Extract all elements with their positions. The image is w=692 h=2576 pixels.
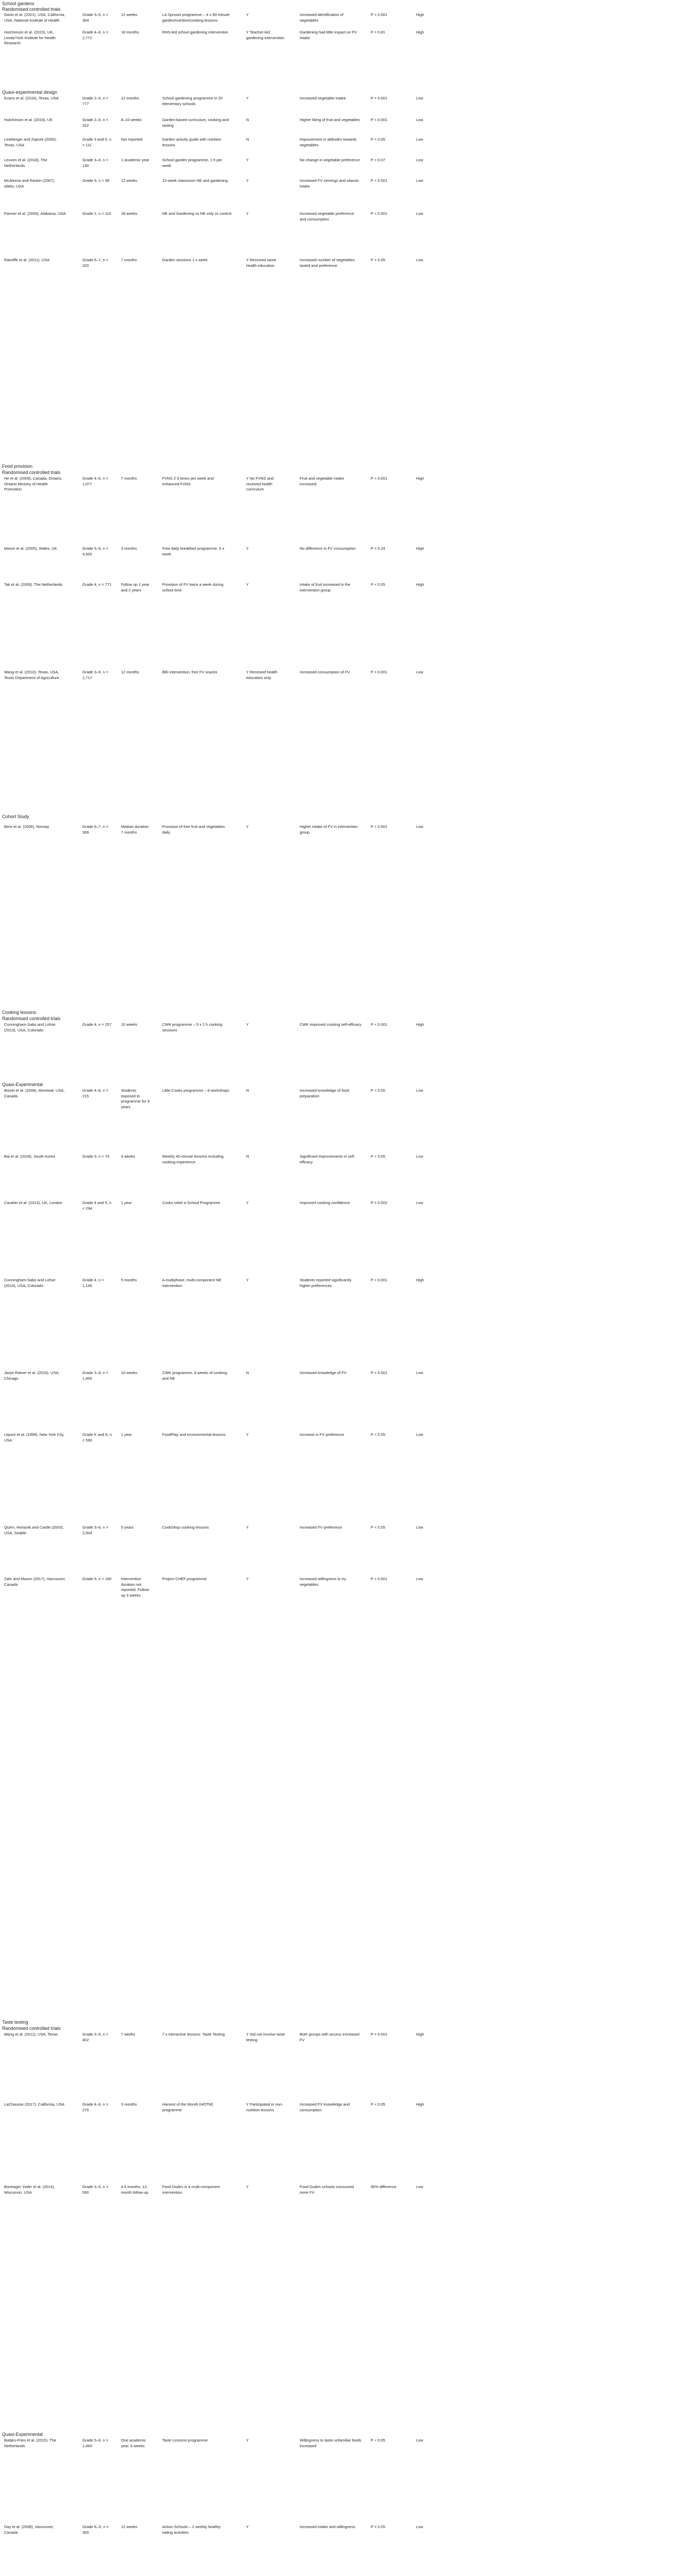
quality-cell: Low (416, 178, 423, 183)
quality-cell: High (416, 1022, 424, 1027)
results-cell: P = 0.001 (371, 2032, 388, 2037)
design-cell: Grade K–5, n = 300 (82, 2524, 110, 2535)
intervention-cell: 7 x interactive lessons: Taste Testing (162, 2032, 225, 2037)
study-cell: Battjes-Fries et al. (2015), The Netherlands (4, 2438, 58, 2448)
intervention-cell: School garden programme, 1 h per week (162, 158, 223, 168)
intervention-cell: Provision of free fruit and vegetables daily (162, 824, 226, 835)
control-cell: Y (246, 1577, 249, 1581)
design-cell: Grade 3–5, n = 402 (82, 2032, 110, 2042)
control-cell: Y Teacher-led gardening intervention (246, 30, 285, 40)
quality-cell: Low (416, 1577, 423, 1581)
control-cell: Y Received same health education (246, 258, 278, 268)
study-cell: Day et al. (2008), Vancouver, Canada (4, 2524, 55, 2535)
results-cell: P < 0.001 (371, 1278, 388, 1282)
quality-cell: Low (416, 2524, 423, 2529)
design-cell: Grade 4, n = 1,145 (82, 1278, 105, 1288)
outcomes-cell: Fruit and vegetable intake increased (300, 476, 345, 486)
results-cell: P < 0.001 (371, 12, 388, 17)
duration-cell: 12 weeks (121, 12, 137, 17)
outcomes-cell: Increase in FV preference (300, 1432, 344, 1437)
quality-cell: Low (416, 1200, 423, 1205)
intervention-cell: Little Cooks programme – 8 workshops (162, 1088, 230, 1093)
design-cell: Grade 6, n = 180 (82, 1577, 112, 1581)
control-cell: Y (246, 1278, 249, 1282)
study-cell: Quinn, Horacek and Castle (2003), USA, Seattle (4, 1525, 65, 1535)
design-cell: Grade 4–6, n = 2,772 (82, 30, 110, 40)
control-cell: Y (246, 2524, 249, 2529)
study-cell: McAleese and Rankin (2007), Idaho, USA (4, 178, 56, 189)
quality-cell: High (416, 2032, 424, 2037)
outcomes-cell: CWK improved cooking self-efficacy (300, 1022, 361, 1027)
study-cell: Jarpe-Ratner et al. (2016), USA, Chicago (4, 1370, 61, 1381)
study-cell: Lineberger and Zajicek (2000), Texas, USA (4, 137, 58, 147)
results-cell: P < 0.001 (371, 117, 388, 122)
quality-cell: Low (416, 117, 423, 122)
results-cell: P < 0.001 (371, 476, 388, 481)
outcomes-cell: Both groups with access increased FV (300, 2032, 360, 2042)
quality-cell: Low (416, 96, 423, 100)
section-subheading: Randomised controlled trials (2, 470, 61, 475)
duration-cell: Median duration 7 months (121, 824, 150, 835)
section-heading: Taste testing (2, 2020, 28, 2025)
intervention-cell: School gardening programme in 20 elementary schools (162, 96, 224, 106)
control-cell: Y (246, 96, 249, 100)
control-cell: Y (246, 211, 249, 216)
design-cell: Grade 4–6, n = 215 (82, 1088, 110, 1098)
section-subheading: Quasi-Experimental (2, 1082, 43, 1087)
quality-cell: Low (416, 1370, 423, 1375)
outcomes-cell: No change in vegetable preference (300, 158, 360, 162)
design-cell: Grade 5–6, n = 4,500 (82, 546, 110, 556)
study-cell: Cunningham-Sabo and Lohse (2014), USA, Colorado (4, 1278, 57, 1288)
control-cell: Y (246, 12, 249, 17)
duration-cell: 18 months (121, 30, 140, 35)
intervention-cell: Free daily breakfast programme, 5 x week (162, 546, 226, 556)
section-subheading: Quasi-Experimental (2, 2432, 43, 2437)
quality-cell: Low (416, 670, 423, 674)
duration-cell: 5 years (121, 1525, 134, 1530)
study-cell: Davis et al. (2021), USA, California, USA, National Institute of Health (4, 12, 66, 23)
design-cell: Grade 4 and 5, n = 294 (82, 1200, 113, 1211)
duration-cell: 4.5 months, 12-month follow-up (121, 2184, 148, 2195)
results-cell: P < 0.001 (371, 1370, 388, 1375)
quality-cell: Low (416, 211, 423, 216)
duration-cell: 12 months (121, 96, 140, 100)
intervention-cell: CWK programme, 8 weeks of cooking and NE (162, 1370, 228, 1381)
outcomes-cell: Willingness to taste unfamiliar foods increased (300, 2438, 362, 2448)
design-cell: Grade 4, n = 771 (82, 582, 112, 587)
results-cell: P = 0.07 (371, 158, 386, 162)
intervention-cell: A multiphase, multi-component NE intervention (162, 1278, 223, 1288)
study-cell: Zahr and Mason (2017), Vancouver, Canada (4, 1577, 67, 1587)
results-cell: P < 0.05 (371, 2438, 386, 2443)
section-heading: School gardens (2, 1, 34, 6)
quality-cell: High (416, 582, 424, 587)
design-cell: Grade K and 6, n = 590 (82, 1432, 113, 1443)
results-cell: P = 0.002 (371, 1200, 388, 1205)
quality-cell: Low (416, 258, 423, 262)
quality-cell: High (416, 1278, 424, 1282)
results-cell: P < 0.05 (371, 582, 386, 587)
control-cell: Y (246, 2438, 249, 2443)
duration-cell: Not reported (121, 137, 143, 142)
section-subheading: Randomised controlled trials (2, 7, 61, 12)
intervention-cell: CookShop cooking lessons (162, 1525, 209, 1530)
quality-cell: Low (416, 1432, 423, 1437)
design-cell: Grade 2–5, n = 777 (82, 96, 110, 106)
outcomes-cell: Increased vegetable intake (300, 96, 346, 100)
outcomes-cell: Increased willingness to try vegetables (300, 1577, 348, 1587)
intervention-cell: Food Dudes is a multi-component intervention (162, 2184, 221, 2195)
study-cell: Tak et al. (2009), The Netherlands (4, 582, 63, 587)
outcomes-cell: Improvement in attitudes towards vegetables (300, 137, 358, 147)
study-cell: Evans et al. (2016), Texas, USA (4, 96, 59, 100)
control-cell: Y (246, 158, 249, 162)
duration-cell: 12 months (121, 670, 140, 674)
quality-cell: Low (416, 2184, 423, 2189)
design-cell: Grade 3–5, n = 1,717 (82, 670, 110, 680)
duration-cell: 3 months (121, 546, 137, 551)
duration-cell: 7 months (121, 258, 137, 262)
control-cell: N (246, 137, 249, 142)
control-cell: Y (246, 546, 249, 551)
results-cell: P = 0.05 (371, 2524, 386, 2529)
intervention-cell: Provision of FV twice a week during school time (162, 582, 224, 592)
intervention-cell: RHS-led school gardening intervention (162, 30, 229, 35)
control-cell: Y (246, 178, 249, 183)
quality-cell: High (416, 546, 424, 551)
intervention-cell: Harvest of the Month (HOTM) programme (162, 2102, 214, 2112)
duration-cell: 10 weeks (121, 1370, 137, 1375)
quality-cell: High (416, 476, 424, 481)
study-cell: He et al. (2009), Canada, Ontario, Ontario Ministry of Health Promotion (4, 476, 64, 492)
results-cell: P = 0.001 (371, 670, 388, 674)
outcomes-cell: Increased FV knowledge and consumption (300, 2102, 351, 2112)
intervention-cell: LA Sprouts programme – 4 x 90-minute garden/nutrition/cooking lessons (162, 12, 231, 23)
design-cell: Grade 3, n = 74 (82, 1154, 110, 1159)
outcomes-cell: Increased knowledge of food preparation (300, 1088, 350, 1098)
study-cell: Leuven et al. (2018), The Netherlands (4, 158, 48, 168)
intervention-cell: 12-week classroom NE and gardening (162, 178, 228, 183)
intervention-cell: Project CHEF programme (162, 1577, 207, 1581)
control-cell: N (246, 1088, 249, 1093)
outcomes-cell: Higher liking of fruit and vegetables (300, 117, 360, 122)
results-cell: P < 0.001 (371, 211, 388, 216)
duration-cell: 7 months (121, 476, 137, 481)
quality-cell: High (416, 2102, 424, 2107)
study-cell: Hutchinson et al. (2015), UK, Leeds/York Institute for Health Research (4, 30, 57, 45)
duration-cell: 3 months (121, 2102, 137, 2107)
section-heading: Food provision (2, 464, 33, 469)
duration-cell: 8–10 weeks (121, 117, 142, 122)
duration-cell: 7 weeks (121, 2032, 135, 2037)
control-cell: Y (246, 824, 249, 829)
quality-cell: Low (416, 824, 423, 829)
results-cell: P < 0.05 (371, 1088, 386, 1093)
quality-cell: High (416, 12, 424, 17)
outcomes-cell: Food Dudes schools consumed more FV (300, 2184, 355, 2195)
study-cell: Cunningham-Sabo and Lohse (2013), USA, Colorado (4, 1022, 57, 1032)
intervention-cell: Garden activity guide with nutrition lessons (162, 137, 222, 147)
duration-cell: 12 weeks (121, 2524, 137, 2529)
intervention-cell: BBI intervention, free FV snacks (162, 670, 218, 674)
design-cell: Grade 3–8, n = 1,400 (82, 1370, 110, 1381)
outcomes-cell: Increased FV preference (300, 1525, 342, 1530)
design-cell: Grade 3–6, n = 2,004 (82, 1525, 110, 1535)
design-cell: Grade 3–6, n = 130 (82, 158, 110, 168)
design-cell: Grade 4–6, n = 1,077 (82, 476, 110, 486)
study-cell: LaChausse (2017), California, USA (4, 2102, 65, 2107)
control-cell: N (246, 1154, 249, 1159)
design-cell: Grade 4–6, n = 275 (82, 2102, 110, 2112)
intervention-cell: NE and Gardening vs NE only vs control (162, 211, 232, 216)
control-cell: Y (246, 1525, 249, 1530)
control-cell: Y Participated in non-nutrition lessons (246, 2102, 283, 2112)
results-cell: P < 0.05 (371, 258, 386, 262)
intervention-cell: FVNS 2-3 times per week and enhanced FVNS (162, 476, 215, 486)
design-cell: Grade 6–7, n = 369 (82, 824, 110, 835)
intervention-cell: Garden sessions 1 x week (162, 258, 207, 262)
outcomes-cell: No difference in FV consumption (300, 546, 356, 551)
intervention-cell: FoodPlay and environmental lessons (162, 1432, 226, 1437)
results-cell: P = 0.81 (371, 30, 386, 35)
design-cell: Grade 5–6, n = 1,460 (82, 2438, 110, 2448)
duration-cell: Intervention duration not reported, Follow-up 3 weeks (121, 1577, 150, 1598)
outcomes-cell: Increased intake and willingness (300, 2524, 355, 2529)
design-cell: Grade 6–7, n = 320 (82, 258, 110, 268)
quality-cell: High (416, 30, 424, 35)
outcomes-cell: Increased vegetable preference and consumption (300, 211, 355, 222)
outcomes-cell: Increased number of vegetables tasted and preference (300, 258, 356, 268)
outcomes-cell: Intake of fruit increased in the intervention group (300, 582, 352, 592)
control-cell: Y Did not receive taste testing (246, 2032, 286, 2042)
control-cell: N (246, 1370, 249, 1375)
outcomes-cell: Students reported significantly higher preferences (300, 1278, 353, 1288)
control-cell: Y Received health education only (246, 670, 279, 680)
study-cell: Wang et al. (2011), USA, Texas (4, 2032, 58, 2037)
results-cell: P < 0.05 (371, 1154, 386, 1159)
design-cell: Grade 3–5, n = 590 (82, 2184, 110, 2195)
control-cell: N (246, 117, 249, 122)
results-cell: P < 0.001 (371, 824, 388, 829)
intervention-cell: CWK programme – 5 x 2 h cooking sessions (162, 1022, 223, 1032)
quality-cell: Low (416, 1154, 423, 1159)
study-cell: Hutchinson et al. (2016), UK (4, 117, 53, 122)
outcomes-cell: Significant improvements in self-efficacy (300, 1154, 355, 1164)
duration-cell: 28 weeks (121, 211, 137, 216)
control-cell: Y (246, 1432, 249, 1437)
design-cell: Grade 3–5, n = 304 (82, 12, 110, 23)
intervention-cell: Weekly 40-minute lessons including cooking experience (162, 1154, 225, 1164)
intervention-cell: Cooks rebel a School Programme (162, 1200, 220, 1205)
control-cell: Y No FVNS and received health curriculum (246, 476, 275, 492)
duration-cell: Follow up 1 year and 2 years (121, 582, 151, 592)
duration-cell: 1 academic year (121, 158, 150, 162)
duration-cell: Students exposed to programme for 9 years (121, 1088, 151, 1109)
study-cell: Wang et al. (2010), Texas, USA, Texas Department of Agriculture (4, 670, 60, 680)
results-cell: 95% difference (371, 2184, 396, 2189)
duration-cell: 5 months (121, 1278, 137, 1282)
design-cell: Grade 2, n = 115 (82, 211, 111, 216)
section-subheading: Cohort Study (2, 814, 29, 819)
results-cell: P = 0.24 (371, 546, 386, 551)
study-cell: Caraher et al. (2013), UK, London (4, 1200, 62, 1205)
outcomes-cell: Increased FV servings and vitamin intake (300, 178, 360, 189)
control-cell: Y (246, 582, 249, 587)
intervention-cell: Taste Lessons programme (162, 2438, 208, 2443)
design-cell: Grade 6, n = 99 (82, 178, 110, 183)
section-subheading: Randomised controlled trials (2, 1016, 61, 1021)
study-cell: Bai et al. (2018), South Korea (4, 1154, 55, 1159)
quality-cell: Low (416, 1525, 423, 1530)
duration-cell: 1 year (121, 1432, 132, 1437)
section-subheading: Quasi-experimental design (2, 90, 58, 95)
quality-cell: Low (416, 2438, 423, 2443)
results-cell: P < 0.001 (371, 1022, 388, 1027)
duration-cell: One academic year, 6 weeks (121, 2438, 147, 2448)
design-cell: Grade 2–5, n = 322 (82, 117, 110, 128)
duration-cell: 12 weeks (121, 178, 137, 183)
study-cell: Ratcliffe et al. (2011), USA (4, 258, 50, 262)
intervention-cell: Action Schools – 2 weekly healthy eating activities (162, 2524, 222, 2535)
results-cell: P < 0.05 (371, 1432, 386, 1437)
outcomes-cell: Increased consumption of FV (300, 670, 350, 674)
results-cell: P < 0.05 (371, 2102, 386, 2107)
results-cell: P = 0.001 (371, 96, 388, 100)
control-cell: Y (246, 2184, 249, 2189)
study-cell: Moore et al. (2005), Wales, UK (4, 546, 57, 551)
outcomes-cell: Increased knowledge of FV (300, 1370, 347, 1375)
intervention-cell: Garden-based curriculum, cooking and tasting (162, 117, 230, 128)
results-cell: P < 0.05 (371, 1525, 386, 1530)
section-heading: Cooking lessons (2, 1010, 37, 1015)
duration-cell: 10 weeks (121, 1022, 137, 1027)
duration-cell: 4 weeks (121, 1154, 135, 1159)
study-cell: Parmer et al. (2009), Alabama, USA (4, 211, 66, 216)
study-cell: Bontrager Yoder et al. (2014), Wisconsin, USA (4, 2184, 56, 2195)
quality-cell: Low (416, 1088, 423, 1093)
results-cell: P < 0.001 (371, 178, 388, 183)
quality-cell: Low (416, 158, 423, 162)
design-cell: Grade 3 and 5, n = 111 (82, 137, 113, 147)
duration-cell: 1 year (121, 1200, 132, 1205)
outcomes-cell: Higher intake of FV in intervention group (300, 824, 359, 835)
outcomes-cell: Improved cooking confidence (300, 1200, 350, 1205)
design-cell: Grade 4, n = 257 (82, 1022, 112, 1027)
study-cell: Bisset et al. (2008), Montreal, USA, Canada (4, 1088, 66, 1098)
results-cell: P < 0.05 (371, 137, 386, 142)
quality-cell: Low (416, 137, 423, 142)
section-subheading: Randomised controlled trials (2, 2026, 61, 2031)
study-cell: Bere et al. (2006), Norway (4, 824, 49, 829)
control-cell: Y (246, 1200, 249, 1205)
results-cell: P < 0.001 (371, 1577, 388, 1581)
control-cell: Y (246, 1022, 249, 1027)
study-cell: Liquori et al. (1998), New York City, USA (4, 1432, 66, 1443)
outcomes-cell: Gardening had little impact on FV intake (300, 30, 358, 40)
outcomes-cell: Increased identification of vegetables (300, 12, 345, 23)
